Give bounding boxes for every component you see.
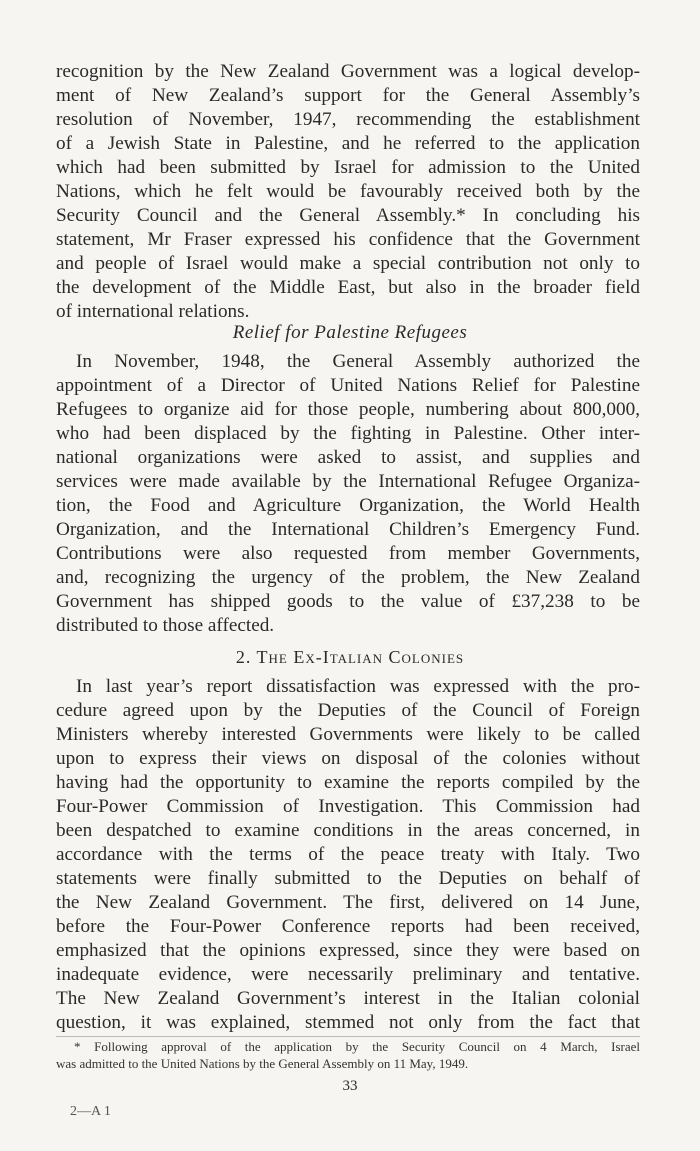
body-line: distributed to those affected.	[56, 615, 275, 636]
body-line: and people of Israel would make a special contribution not only to	[56, 253, 640, 274]
body-line: the development of the Middle East, but also in the broader field	[56, 277, 640, 298]
footnote-line: * Following approval of the application by the Security Council on 4 March, Israel	[74, 1039, 640, 1054]
body-line: resolution of November, 1947, recommending the establishment	[56, 109, 640, 130]
body-line: of a Jewish State in Palestine, and he referred to the application	[56, 133, 640, 154]
body-line: before the Four-Power Conference reports had been received,	[56, 916, 640, 937]
body-line: emphasized that the opinions expressed, since they were based on	[56, 940, 640, 961]
body-line: appointment of a Director of United Nations Relief for Palestine	[56, 375, 640, 396]
body-line: Organization, and the International Children’s Emergency Fund.	[56, 519, 640, 540]
body-line: Ministers whereby interested Governments were likely to be called	[56, 724, 640, 745]
body-line: statements were finally submitted to the Deputies on behalf of	[56, 868, 640, 889]
body-line: In last year’s report dissatisfaction was expressed with the pro-	[76, 676, 640, 697]
body-line: and, recognizing the urgency of the problem, the New Zealand	[56, 567, 640, 588]
body-line: which had been submitted by Israel for admission to the United	[56, 157, 640, 178]
body-line: national organizations were asked to assist, and supplies and	[56, 447, 640, 468]
body-line: been despatched to examine conditions in the areas concerned, in	[56, 820, 640, 841]
body-line: cedure agreed upon by the Deputies of the Council of Foreign	[56, 700, 640, 721]
body-line: The New Zealand Government’s interest in the Italian colonial	[56, 988, 640, 1009]
body-line: statement, Mr Fraser expressed his confidence that the Government	[56, 229, 640, 250]
body-line: Four-Power Commission of Investigation. This Commission had	[56, 796, 640, 817]
body-line: Contributions were also requested from member Governments,	[56, 543, 640, 564]
page-number: 33	[342, 1078, 358, 1094]
body-line: who had been displaced by the fighting in Palestine. Other inter-	[56, 423, 640, 444]
body-line: tion, the Food and Agriculture Organization, the World Health	[56, 495, 640, 516]
body-line: Refugees to organize aid for those people, numbering about 800,000,	[56, 399, 640, 420]
footnote-line: was admitted to the United Nations by the General Assembly on 11 May, 1949.	[56, 1056, 469, 1071]
body-line: the New Zealand Government. The first, delivered on 14 June,	[56, 892, 640, 913]
footnote-rule	[56, 1036, 640, 1037]
body-line: In November, 1948, the General Assembly authorized the	[76, 351, 640, 372]
section-heading-relief: Relief for Palestine Refugees	[232, 322, 468, 343]
body-line: ment of New Zealand’s support for the General Assembly’s	[56, 85, 640, 106]
body-line: having had the opportunity to examine the reports compiled by the	[56, 772, 640, 793]
body-line: question, it was explained, stemmed not only from the fact that	[56, 1012, 640, 1033]
body-line: of international relations.	[56, 301, 250, 322]
body-line: accordance with the terms of the peace treaty with Italy. Two	[56, 844, 640, 865]
body-line: Government has shipped goods to the value of £37,238 to be	[56, 591, 640, 612]
section-heading-colonies: 2. The Ex-Italian Colonies	[235, 647, 465, 667]
printer-signature: 2—A 1	[70, 1104, 111, 1119]
body-line: recognition by the New Zealand Government was a logical develop-	[56, 61, 640, 82]
body-line: Security Council and the General Assembly.* In concluding his	[56, 205, 640, 226]
body-line: upon to express their views on disposal of the colonies without	[56, 748, 640, 769]
body-line: services were made available by the International Refugee Organiza-	[56, 471, 640, 492]
body-line: Nations, which he felt would be favourably received both by the	[56, 181, 640, 202]
body-line: inadequate evidence, were necessarily preliminary and tentative.	[56, 964, 640, 985]
